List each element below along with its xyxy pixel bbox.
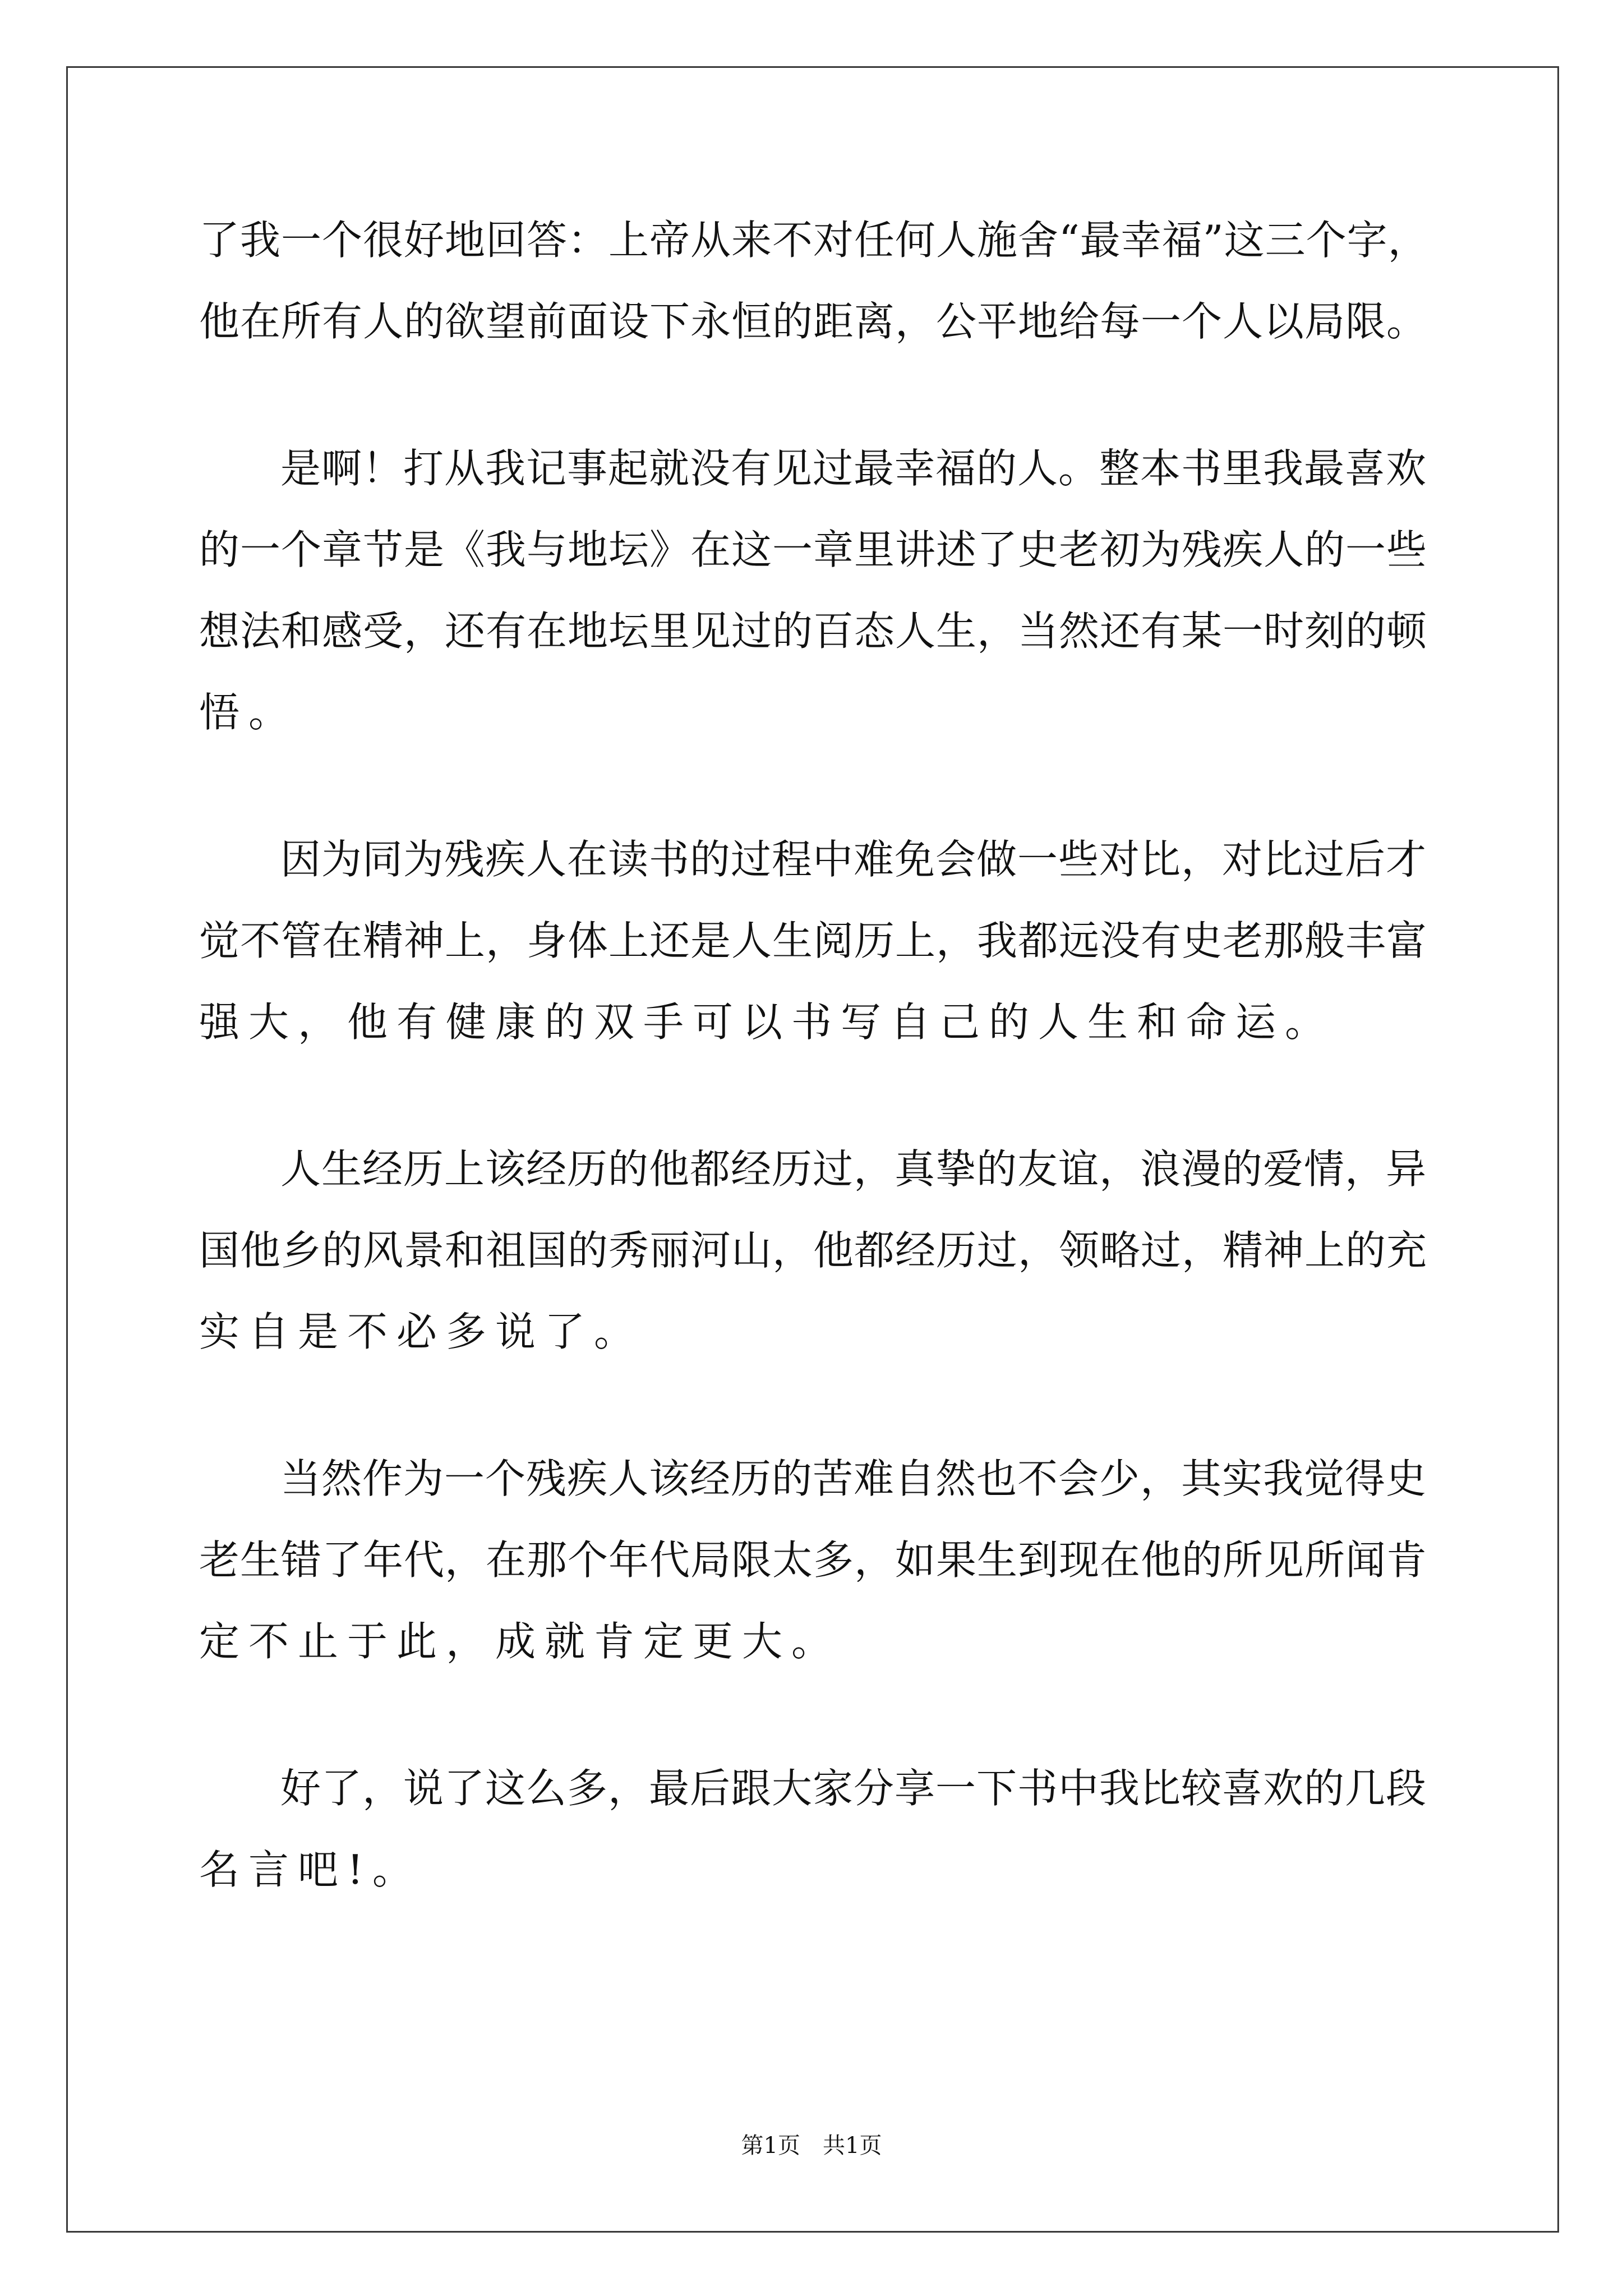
page-footer: 第1页 共1页 (741, 2133, 882, 2159)
text-line: 当然作为一个残疾人该经历的苦难自然也不会少，其实我觉得史 (280, 1455, 1427, 1502)
text-line: 因为同为残疾人在读书的过程中难免会做一些对比，对比过后才 (280, 836, 1427, 883)
text-line: 人生经历上该经历的他都经历过，真挚的友谊，浪漫的爱情，异 (280, 1145, 1427, 1193)
text-line: 定不止于此，成就肯定更大。 (199, 1618, 841, 1665)
text-line: 悟。 (199, 689, 298, 736)
text-line: 了我一个很好地回答：上帝从来不对任何人施舍“最幸福”这三个字， (199, 217, 1429, 264)
text-line: 国他乡的风景和祖国的秀丽河山，他都经历过，领略过，精神上的充 (199, 1227, 1428, 1274)
text-line: 觉不管在精神上，身体上还是人生阅历上，我都远没有史老那般丰富 (199, 917, 1428, 964)
text-line: 他在所有人的欲望前面设下永恒的距离，公平地给每一个人以局限。 (199, 298, 1428, 345)
text-line: 是啊！打从我记事起就没有见过最幸福的人。整本书里我最喜欢 (280, 445, 1427, 492)
text-line: 的一个章节是《我与地坛》在这一章里讲述了史老初为残疾人的一些 (199, 526, 1428, 573)
text-line: 实自是不必多说了。 (199, 1308, 644, 1355)
text-line: 想法和感受，还有在地坛里见过的百态人生，当然还有某一时刻的顿 (199, 608, 1428, 655)
text-line: 好了，说了这么多，最后跟大家分享一下书中我比较喜欢的几段 (280, 1765, 1427, 1812)
text-line: 强大，他有健康的双手可以书写自己的人生和命运。 (199, 999, 1335, 1046)
text-line: 老生错了年代，在那个年代局限太多，如果生到现在他的所见所闻肯 (199, 1536, 1428, 1584)
text-line: 名言吧!。 (199, 1846, 422, 1893)
